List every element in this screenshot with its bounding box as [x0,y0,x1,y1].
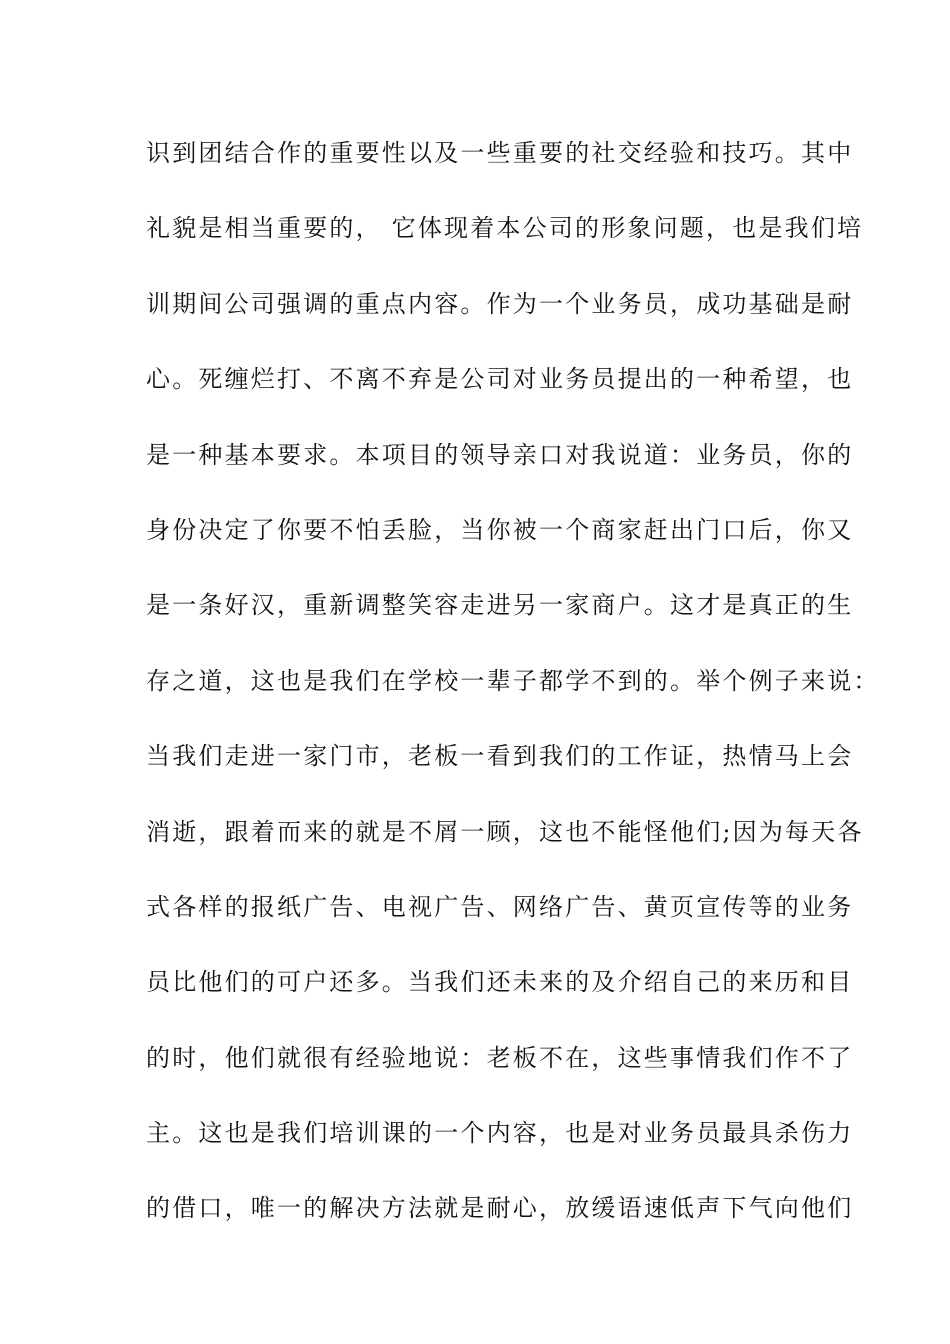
text-line: 员比他们的可户还多。当我们还未来的及介绍自己的来历和目 [146,968,854,997]
text-line: 式各样的报纸广告、电视广告、网络广告、黄页宣传等的业务 [146,892,854,921]
text-line: 存之道，这也是我们在学校一辈子都学不到的。举个例子来说： [146,666,880,695]
text-line: 的借口，唯一的解决方法就是耐心，放缓语速低声下气向他们 [146,1194,854,1223]
text-line: 消逝，跟着而来的就是不屑一顾，这也不能怪他们;因为每天各 [146,817,864,846]
text-line: 的时，他们就很有经验地说：老板不在，这些事情我们作不了 [146,1043,854,1072]
text-line: 是一种基本要求。本项目的领导亲口对我说道：业务员，你的 [146,440,854,469]
text-line: 主。这也是我们培训课的一个内容，也是对业务员最具杀伤力 [146,1119,854,1148]
body-text [146,133,880,1264]
text-line: 身份决定了你要不怕丢脸，当你被一个商家赶出门口后，你又 [146,515,854,544]
text-line: 是一条好汉，重新调整笑容走进另一家商户。这才是真正的生 [146,591,854,620]
text-line: 心。死缠烂打、不离不弃是公司对业务员提出的一种希望，也 [146,365,854,394]
text-line: 礼貌是相当重要的， 它体现着本公司的形象问题，也是我们培 [146,214,864,243]
text-line: 当我们走进一家门市，老板一看到我们的工作证，热情马上会 [146,742,854,771]
text-line: 训期间公司强调的重点内容。作为一个业务员，成功基础是耐 [146,289,854,318]
text-line: 识到团结合作的重要性以及一些重要的社交经验和技巧。其中 [146,139,854,167]
